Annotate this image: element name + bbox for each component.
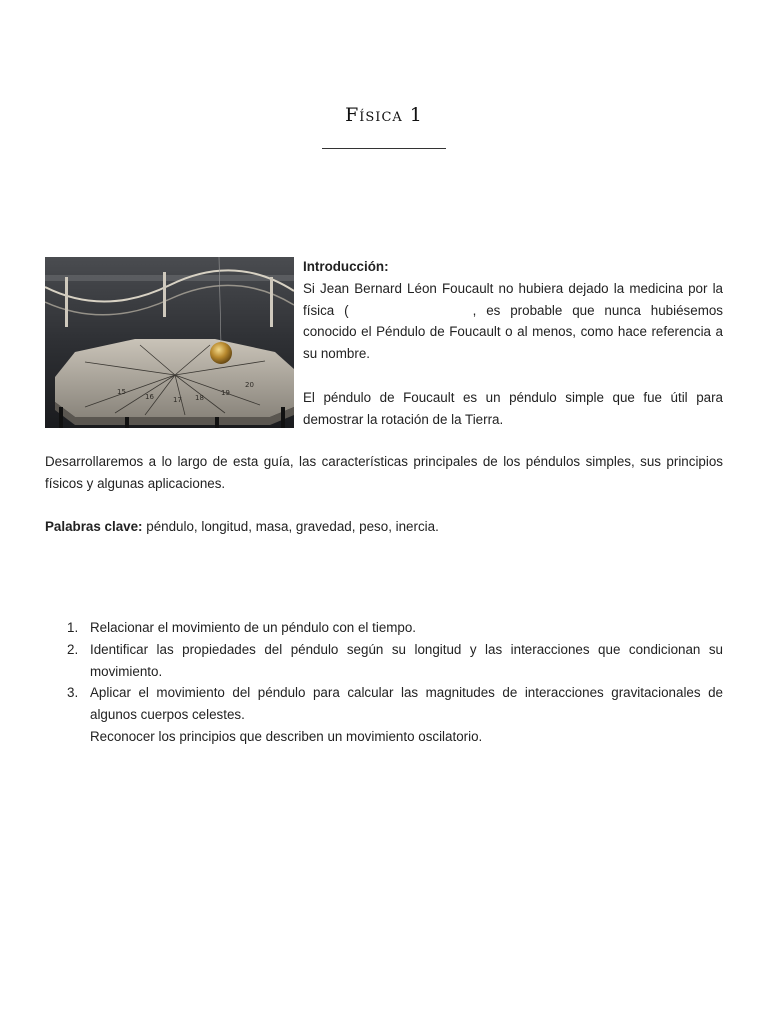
objective-extra-item: [45, 726, 723, 748]
objectives-list: [45, 617, 723, 748]
introduction-section: [303, 256, 723, 430]
objective-number: 3.: [67, 685, 79, 701]
introduction-heading: Introducción:: [303, 259, 389, 274]
objective-number: 1.: [67, 620, 79, 635]
svg-text:20: 20: [245, 381, 254, 389]
objective-number: 2.: [67, 641, 79, 657]
keywords-label: Palabras clave:: [45, 519, 143, 534]
objective-text: Relacionar el movimiento de un péndulo con el tiempo.: [90, 620, 417, 635]
introduction-paragraph-1: [303, 278, 723, 365]
objective-item: [45, 682, 723, 726]
keywords-line: [45, 516, 723, 538]
introduction-paragraph-2: El péndulo de Foucault es un péndulo simple que fue útil para demostrar la rotación de la Tierra.: [303, 389, 723, 427]
introduction-paragraph-1-end: , es probable que nunca hubiésemos conocido el Péndulo de Foucault o al menos, como hace referencia a su nombre.: [303, 302, 723, 362]
introduction-paragraph-1-start: Si Jean Bernard Léon Foucault no hubiera dejado la medicina por la física (: [303, 280, 723, 318]
body-paragraph: [45, 451, 723, 495]
objective-text: Identificar las propiedades del péndulo según su longitud y las interacciones que condicionan su movimiento.: [90, 641, 723, 679]
objective-item: [45, 617, 723, 639]
keywords-text: péndulo, longitud, masa, gravedad, peso, inercia.: [142, 519, 439, 534]
page-title: Física 1: [345, 104, 423, 126]
title-underline: [322, 148, 446, 149]
svg-text:16: 16: [145, 393, 154, 401]
objective-text: Aplicar el movimiento del péndulo para calcular las magnitudes de interacciones gravitacionales de algunos cuerpos celestes.: [90, 685, 723, 723]
svg-text:18: 18: [195, 394, 204, 402]
objective-extra-text: Reconocer los principios que describen un movimiento oscilatorio.: [90, 728, 483, 744]
paragraph-spacer: [303, 365, 723, 387]
svg-text:15: 15: [117, 388, 126, 396]
svg-text:19: 19: [221, 389, 230, 397]
objective-item: [45, 639, 723, 683]
svg-text:17: 17: [173, 396, 182, 404]
foucault-pendulum-photo: [45, 257, 294, 428]
body-paragraph-text: Desarrollaremos a lo largo de esta guía, las características principales de los péndulos simples, sus principios físicos y algunas aplicaciones.: [45, 454, 723, 491]
